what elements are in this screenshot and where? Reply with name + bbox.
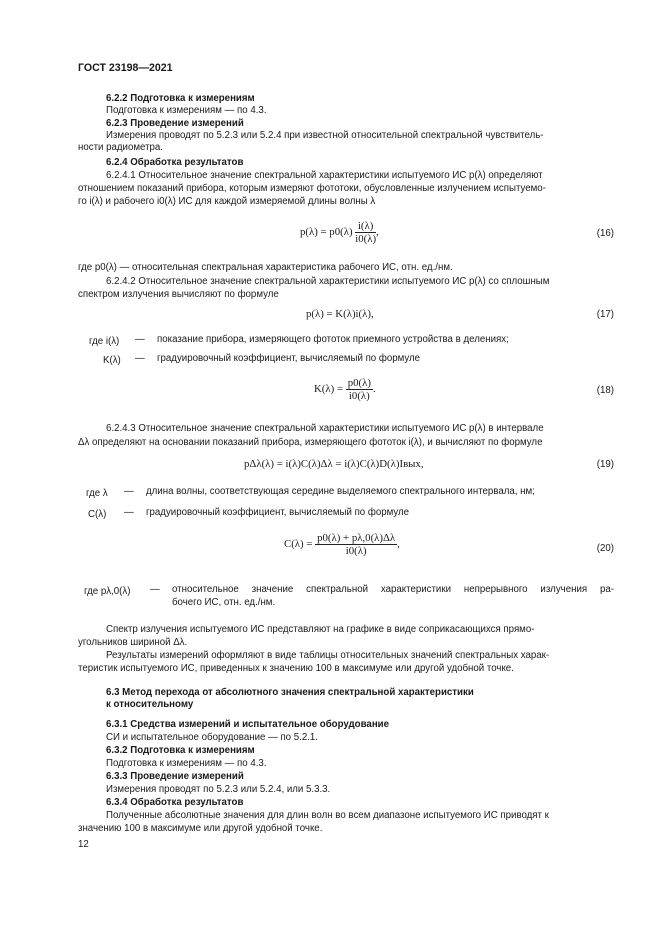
section-heading: 6.3.2 Подготовка к измерениям <box>106 745 255 756</box>
section-heading: к относительному <box>106 699 194 710</box>
fraction-numerator: i(λ) <box>355 220 376 233</box>
symbol-label: K(λ) <box>103 355 121 366</box>
paragraph-line: Полученные абсолютные значения для длин волн во всем диапазоне испытуемого ИС приводят к <box>106 810 549 821</box>
formula-lhs: C(λ) = <box>284 537 313 550</box>
paragraph-line: Результаты измерений оформляют в виде таблицы относительных значений спектральных харак- <box>106 650 550 661</box>
equation-number: (20) <box>596 543 614 554</box>
formula-tail: . <box>372 382 376 395</box>
fraction-numerator: p0(λ) <box>347 377 371 389</box>
section-heading: 6.2.3 Проведение измерений <box>106 118 244 129</box>
formula-lhs: p(λ) = p0(λ) <box>300 225 353 238</box>
paragraph-line: Подготовка к измерениям — по 4.3. <box>106 758 267 769</box>
paragraph-line: СИ и испытательное оборудование — по 5.2.1. <box>106 732 319 743</box>
definition-text: показание прибора, измеряющего фототок приемного устройства в делениях; <box>157 334 509 345</box>
definition-dash: — <box>124 486 134 497</box>
definition-dash: — <box>124 507 134 518</box>
section-heading: 6.2.2 Подготовка к измерениям <box>106 93 255 104</box>
section-heading: 6.3 Метод перехода от абсолютного значения спектральной характеристики <box>106 687 474 698</box>
paragraph-line: 6.2.4.1 Относительное значение спектральной характеристики испытуемого ИС p(λ) определяют <box>106 170 543 181</box>
symbol-label: где i(λ) <box>89 336 120 347</box>
paragraph-line: 6.2.4.2 Относительное значение спектральной характеристики испытуемого ИС p(λ) со сплошным <box>106 276 550 287</box>
formula-lhs: K(λ) = <box>314 382 344 395</box>
formula-20 <box>284 532 400 557</box>
symbol-label: где pλ,0(λ) <box>84 586 131 597</box>
paragraph-line: Δλ определяют на основании показаний прибора, измеряющего фототок i(λ), и вычисляют по формуле <box>78 437 543 448</box>
definition-text: бочего ИС, отн. ед./нм. <box>172 597 276 608</box>
fraction-numerator: p0(λ) + pλ,0(λ)Δλ <box>317 532 396 544</box>
formula-tail: , <box>376 225 379 238</box>
paragraph-line: Измерения проводят по 5.2.3 или 5.2.4 при известной относительной спектральной чувствитель- <box>106 130 544 141</box>
fraction-denominator: i0(λ) <box>348 390 370 402</box>
paragraph-line: Измерения проводят по 5.2.3 или 5.2.4, или 5.3.3. <box>106 784 331 795</box>
formula-tail: , <box>397 537 400 550</box>
definition-dash: — <box>135 353 145 364</box>
section-heading: 6.3.1 Средства измерений и испытательное оборудование <box>106 719 390 730</box>
definition-dash: — <box>150 584 160 595</box>
fraction <box>346 377 373 402</box>
equation-number: (16) <box>596 228 614 239</box>
section-heading: 6.3.3 Проведение измерений <box>106 771 244 782</box>
paragraph-line: ности радиометра. <box>78 142 163 153</box>
section-heading: 6.2.4 Обработка результатов <box>106 157 244 168</box>
definition-text: длина волны, соответствующая середине выделяемого спектрального интервала, нм; <box>146 486 535 497</box>
section-heading: 6.3.4 Обработка результатов <box>106 797 244 808</box>
equation-number: (17) <box>596 309 614 320</box>
fraction-denominator: i0(λ) <box>355 233 377 245</box>
symbol-label: C(λ) <box>88 509 107 520</box>
page-number: 12 <box>78 839 89 850</box>
paragraph-line: го i(λ) и рабочего i0(λ) ИС для каждой измеряемой длины волны λ <box>78 196 376 207</box>
paragraph-line: 6.2.4.3 Относительное значение спектральной характеристики испытуемого ИС p(λ) в интервале <box>106 423 544 434</box>
formula-18 <box>314 377 376 402</box>
definition-text: градуировочный коэффициент, вычисляемый по формуле <box>146 507 410 518</box>
paragraph-line: значению 100 в максимуме или другой удобной точке. <box>78 823 323 834</box>
paragraph-line: где p0(λ) — относительная спектральная характеристика рабочего ИС, отн. ед./нм. <box>78 262 453 273</box>
definition-dash: — <box>135 334 145 345</box>
equation-number: (19) <box>596 459 614 470</box>
standard-header: ГОСТ 23198—2021 <box>78 62 173 74</box>
fraction <box>315 532 397 557</box>
paragraph-line: теристик испытуемого ИС, приведенных к значению 100 в максимуме или другой удобной точке. <box>78 663 514 674</box>
definition-text: относительное значение спектральной характеристики непрерывного излучения ра- <box>172 584 614 595</box>
formula-17: p(λ) = K(λ)i(λ), <box>306 308 374 320</box>
formula-16 <box>300 220 379 245</box>
symbol-label: где λ <box>86 488 108 499</box>
definition-text: градуировочный коэффициент, вычисляемый по формуле <box>157 353 421 364</box>
paragraph-line: Спектр излучения испытуемого ИС представляют на графике в виде соприкасающихся прямо- <box>106 624 535 635</box>
fraction <box>355 220 376 245</box>
fraction-denominator: i0(λ) <box>345 545 367 557</box>
paragraph-line: спектром излучения вычисляют по формуле <box>78 289 279 300</box>
paragraph-line: угольников шириной Δλ. <box>78 637 188 648</box>
paragraph-line: отношением показаний прибора, которым измеряют фототоки, обусловленные излучением испытуемо- <box>78 183 546 194</box>
paragraph-line: Подготовка к измерениям — по 4.3. <box>106 105 267 116</box>
formula-19: pΔλ(λ) = i(λ)C(λ)Δλ = i(λ)C(λ)D(λ)Iвых, <box>244 458 424 470</box>
equation-number: (18) <box>596 385 614 396</box>
